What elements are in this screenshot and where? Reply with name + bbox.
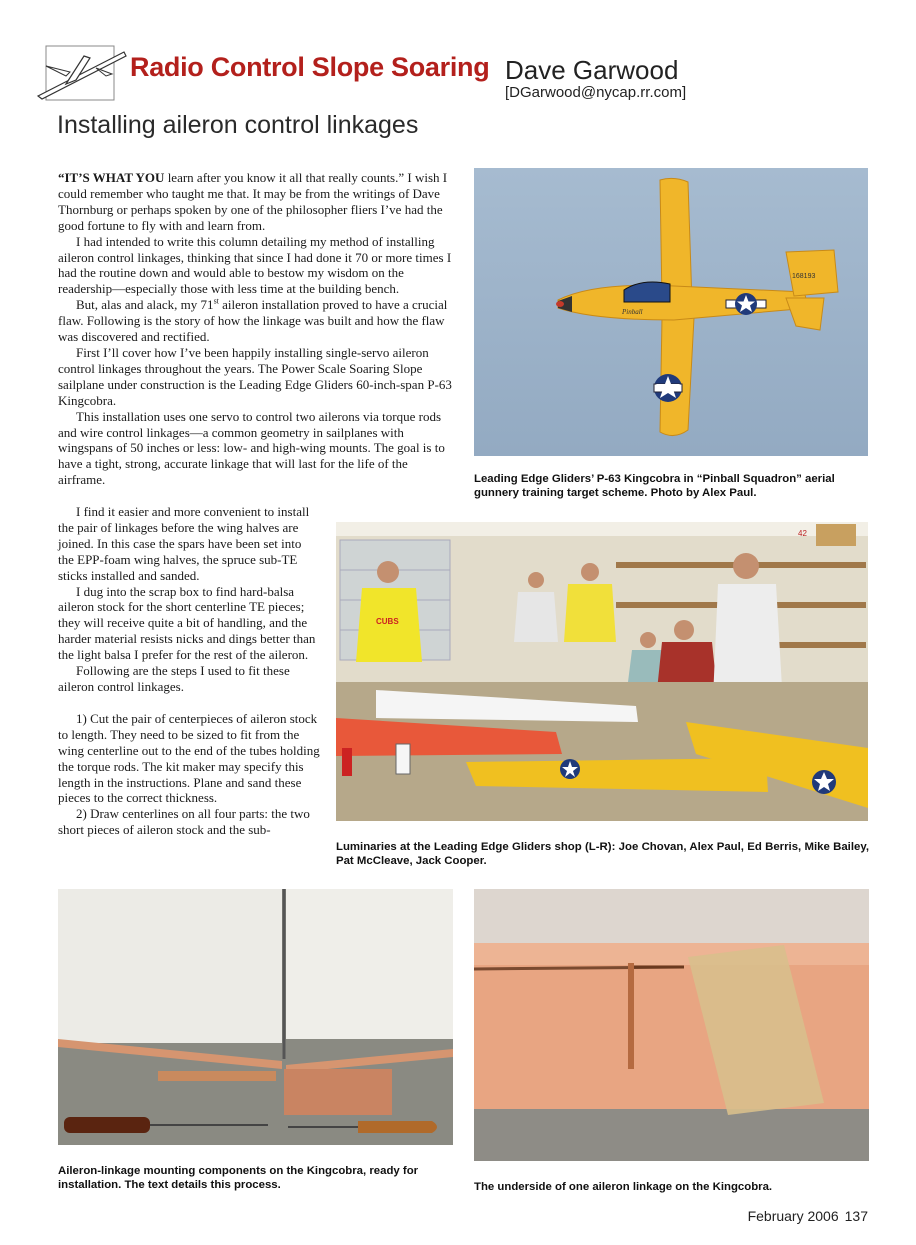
article-column-narrow [58, 504, 320, 838]
photo2-caption: Luminaries at the Leading Edge Gliders shop (L-R): Joe Chovan, Alex Paul, Ed Berris, Mike Bailey, Pat McCleave, Jack Cooper. [336, 841, 869, 867]
paragraph-7: I dug into the scrap box to find hard-balsa aileron stock for the short centerline TE pieces; they will receive quite a bit of handling, and the harder material resists nicks and dings better than the light balsa I prefer for the rest of the aileron. [58, 583, 316, 663]
shop-number: 42 [798, 529, 807, 538]
issue-date: February 2006 [747, 1208, 839, 1224]
wing-components-photo [58, 889, 453, 1145]
photo3-caption: Aileron-linkage mounting components on the Kingcobra, ready for installation. The text details this process. [58, 1165, 419, 1191]
author-email: [DGarwood@nycap.rr.com] [505, 84, 687, 101]
paragraph-1: “IT’S WHAT YOU learn after you know it all that really counts.” I wish I could remember who taught me that. It may be from the writings of Dave Thornburg or perhaps spoken by one of the philosopher fliers I’ve had the good fortune to fly with and learn from. [58, 170, 448, 233]
column-title: Radio Control Slope Soaring [130, 52, 490, 82]
workshop-photo [336, 522, 868, 821]
paragraph-2: I had intended to write this column detailing my method of installing aileron control linkages, thinking that since I had done it 70 or more times I had the routine down and would able to bestow my wisdom on the readership—especially those with less time at the building bench. [58, 233, 452, 297]
page-footer [748, 1208, 868, 1224]
shirt-text: CUBS [376, 617, 399, 626]
photo4-caption: The underside of one aileron linkage on the Kingcobra. [474, 1181, 773, 1193]
article-title: Installing aileron control linkages [57, 111, 419, 139]
paragraph-10: 2) Draw centerlines on all four parts: the two short pieces of aileron stock and the sub- [58, 806, 310, 838]
tail-number: 168193 [792, 273, 816, 280]
author-name: Dave Garwood [505, 55, 679, 85]
paragraph-3: But, alas and alack, my 71st aileron installation proved to have a crucial flaw. Following is the story of how the linkage was built and how the flaw was discovered and rectified. [58, 296, 448, 345]
paragraph-8: Following are the steps I used to fit these aileron control linkages. [58, 663, 290, 694]
paragraph-4: First I’ll cover how I’ve been happily installing single-servo aileron control linkages throughout the years. The Power Scale Soaring Slope sailplane under construction is the Leading Edge Gliders 60-inch-span P-63 Kingcobra. [58, 344, 452, 408]
paragraph-5: This installation uses one servo to control two ailerons via torque rods and wire control linkages—a common geometry in sailplanes with wingspans of 50 inches or less: low- and high-wing mounts. The goal is to have a tight, strong, accurate linkage that will last for the life of the airframe. [58, 408, 445, 488]
linkage-underside-photo [474, 889, 869, 1161]
star-insignia-icon [654, 374, 682, 402]
paragraph-9: 1) Cut the pair of centerpieces of aileron stock to length. They need to be sized to fit from the wing centerline out to the end of the tubes holding the torque rods. The kit maker may specify this length in the instructions. Plane and sand these pieces to the correct thickness. [58, 710, 320, 806]
kingcobra-flight-photo [474, 168, 868, 456]
plane-name-text: Pinball [622, 308, 643, 316]
glider-logo-icon [36, 44, 128, 102]
page-number: 137 [844, 1208, 868, 1224]
article-column-top [58, 170, 454, 488]
photo1-caption: Leading Edge Gliders’ P-63 Kingcobra in “Pinball Squadron” aerial gunnery training target scheme. Photo by Alex Paul. [474, 473, 835, 499]
paragraph-6: I find it easier and more convenient to install the pair of linkages before the wing halves are joined. In this case the spars have been set into the EPP-foam wing halves, the spruce sub-TE sticks installed and sanded. [58, 504, 310, 583]
